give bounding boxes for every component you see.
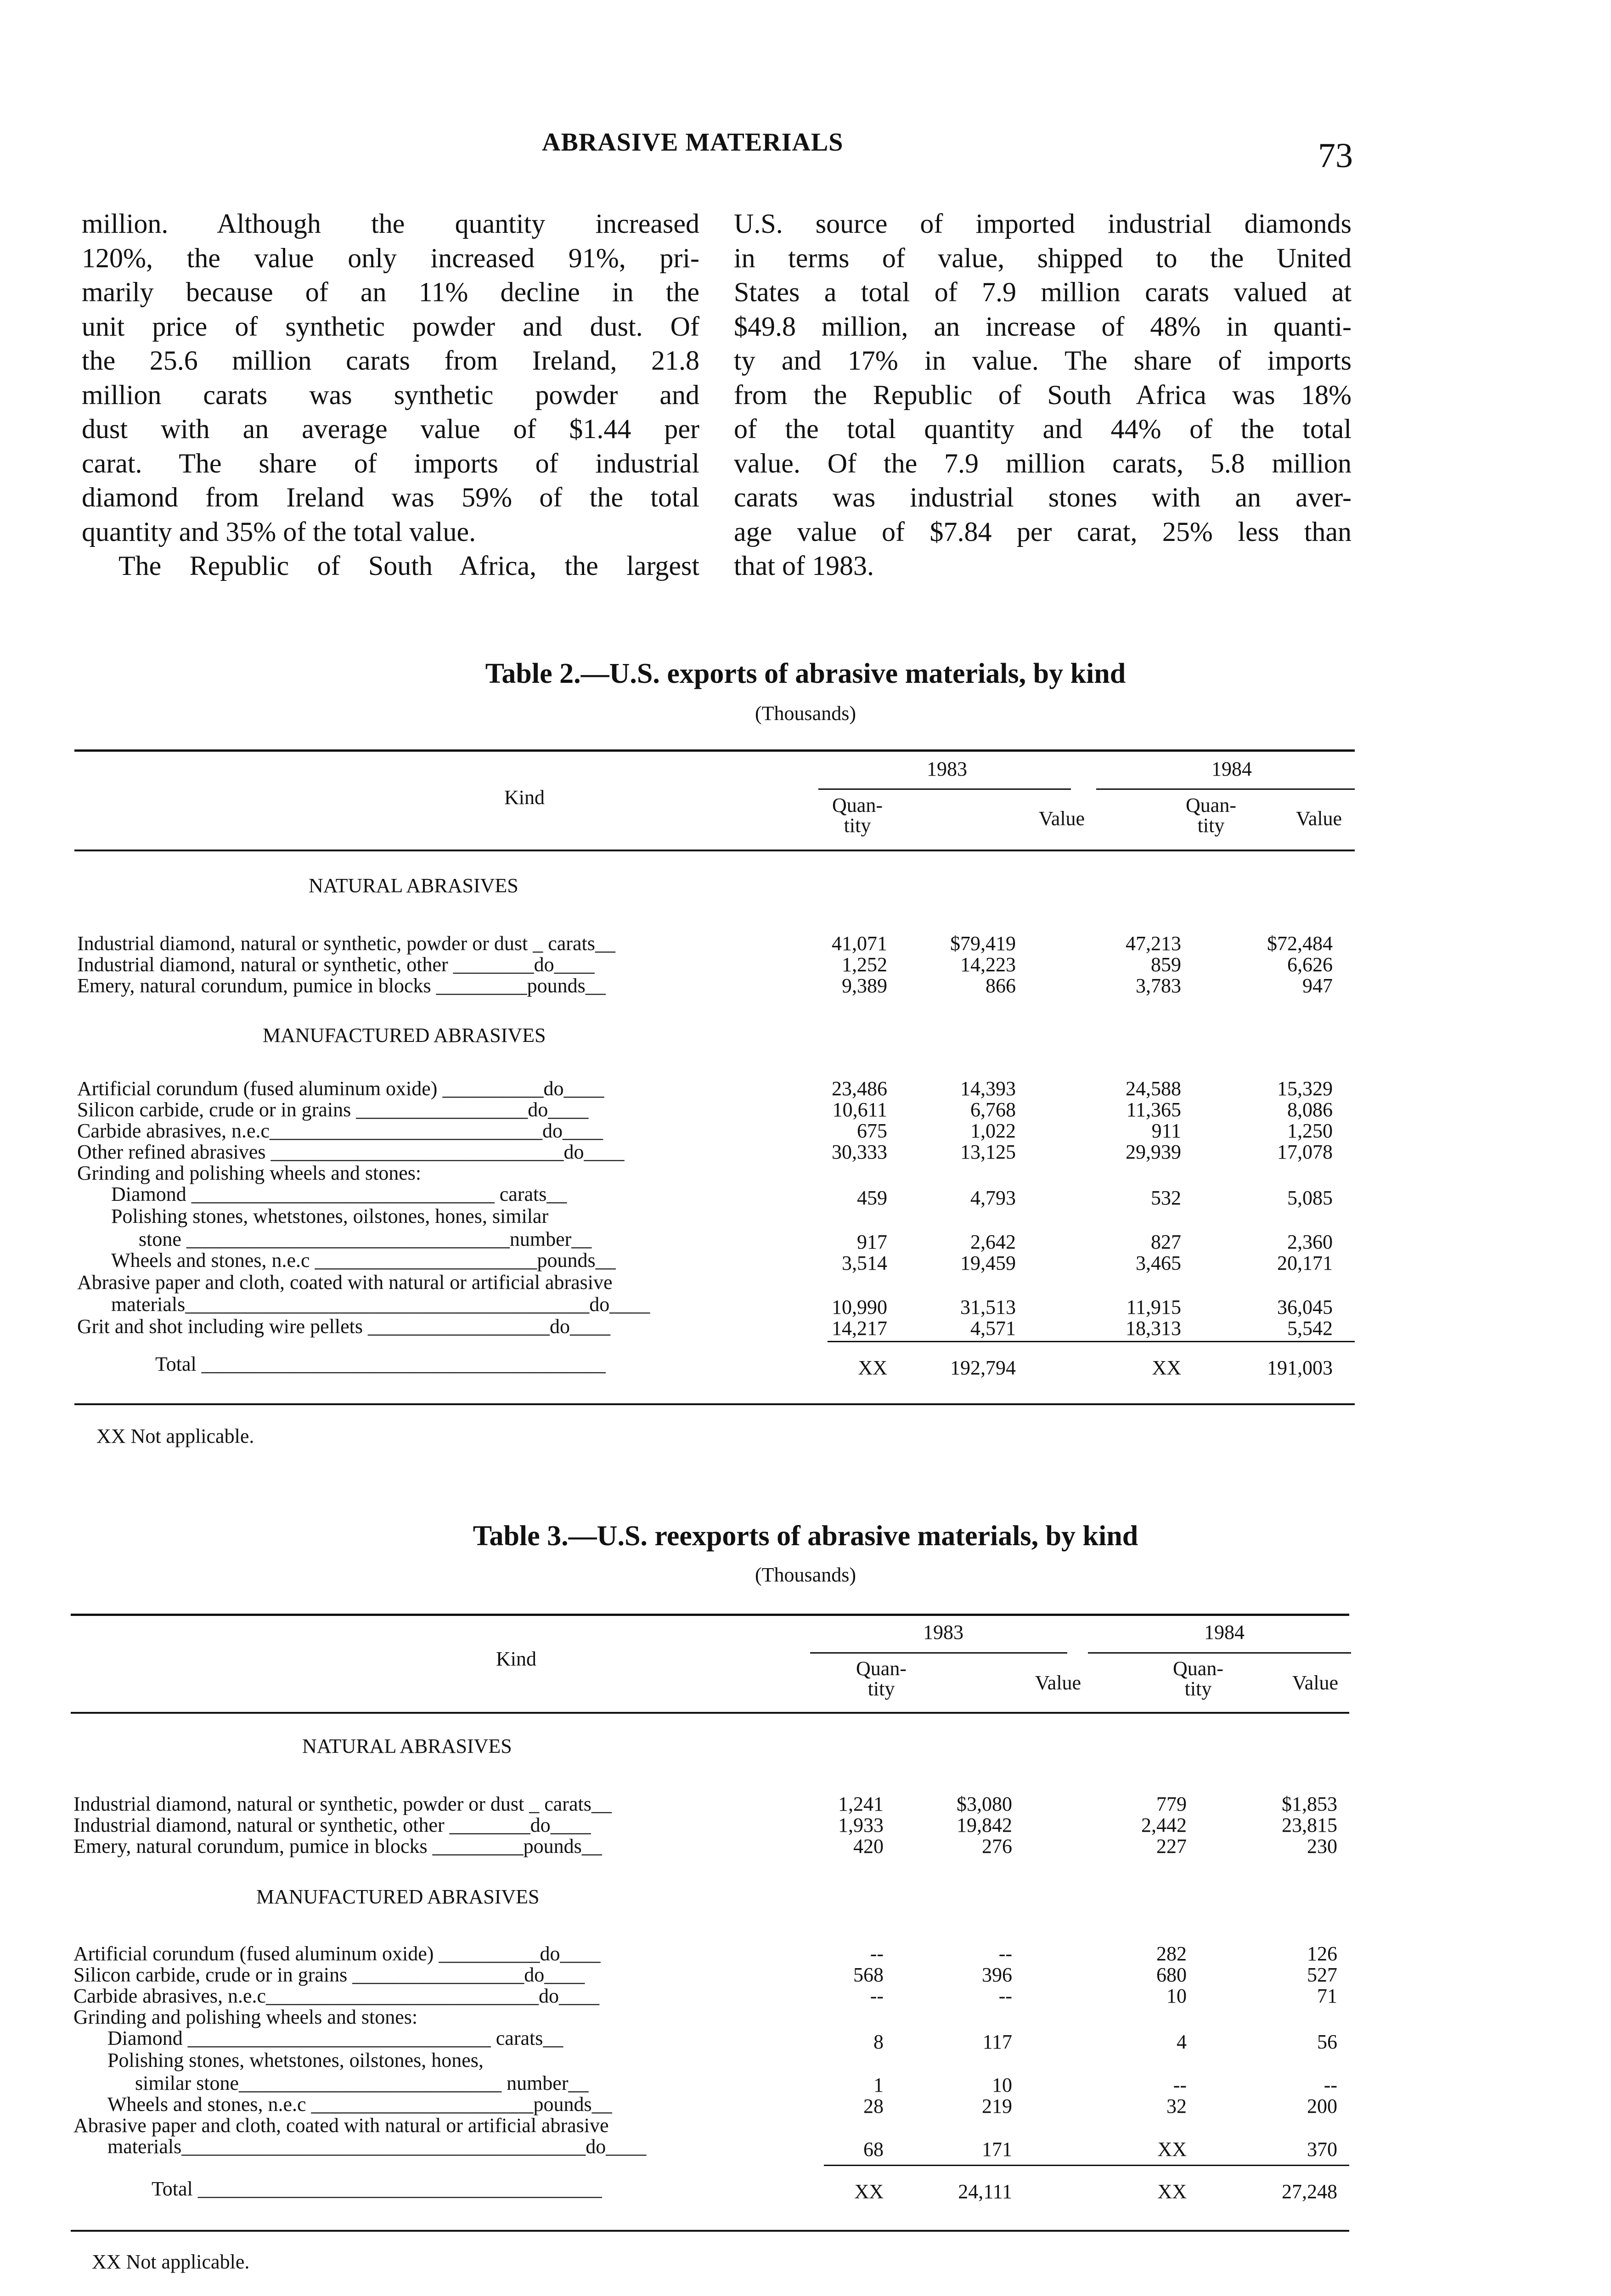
table2-cell: 30,333: [832, 1141, 887, 1163]
table3-quantity-1984-header: Quan-tity: [1173, 1657, 1223, 1700]
table2-year-1984: 1984: [1211, 758, 1252, 780]
running-title: ABRASIVE MATERIALS: [542, 128, 844, 157]
table3-total-label: Total ________________________________________: [152, 2178, 602, 2200]
table2-cell: 532: [1151, 1187, 1181, 1209]
body-column-right: [734, 207, 1352, 583]
table2-cell: 36,045: [1277, 1296, 1333, 1318]
table2-cell: 18,313: [1126, 1317, 1181, 1339]
table2-cell: 4,793: [970, 1187, 1016, 1209]
table3-value-1983-header: Value: [1035, 1671, 1082, 1694]
body-line: marily because of an 11% decline in the: [82, 277, 699, 307]
table2-row-label: Grinding and polishing wheels and stones:: [77, 1162, 422, 1184]
table3-unit: (Thousands): [755, 1564, 856, 1586]
table3-cell: --: [1324, 2074, 1337, 2096]
table2-row-label: Industrial diamond, natural or synthetic, other ________do____: [77, 953, 595, 976]
table3-total-rule: [824, 2165, 1349, 2166]
table3-row-label: Industrial diamond, natural or synthetic, powder or dust _ carats__: [73, 1793, 612, 1815]
body-column-left: [82, 207, 699, 583]
table3-cell: 4: [1177, 2031, 1187, 2053]
table3-cell: --: [870, 1942, 884, 1965]
table3-cell: --: [998, 1985, 1012, 2007]
table3-row-label: Artificial corundum (fused aluminum oxide) __________do____: [73, 1942, 601, 1965]
table2-total-cell: 192,794: [950, 1356, 1016, 1379]
body-line: States a total of 7.9 million carats valued at: [734, 277, 1352, 307]
table2-row-label: Silicon carbide, crude or in grains _________________do____: [77, 1098, 589, 1121]
table2-total-cell: XX: [858, 1356, 887, 1379]
table2-footnote: XX Not applicable.: [96, 1425, 254, 1447]
table2-row-label: Other refined abrasives _____________________________do____: [77, 1141, 625, 1163]
table2-cell: 917: [857, 1231, 887, 1253]
table3: [71, 1617, 1351, 2260]
table3-year-1983: 1983: [923, 1621, 963, 1643]
body-line: that of 1983.: [734, 551, 874, 581]
table3-title: Table 3.—U.S. reexports of abrasive materials, by kind: [473, 1520, 1138, 1552]
body-line: million. Although the quantity increased: [82, 208, 699, 239]
table2-cell: 10,990: [832, 1296, 887, 1318]
table3-total-cell: XX: [1157, 2180, 1187, 2203]
table3-cell: 1,933: [838, 1814, 884, 1836]
table3-cell: 779: [1156, 1793, 1187, 1815]
body-line: value. Of the 7.9 million carats, 5.8 million: [734, 448, 1352, 478]
table2-cell: 19,459: [960, 1252, 1016, 1274]
table2-row-label: Abrasive paper and cloth, coated with natural or artificial abrasive: [77, 1271, 613, 1294]
table3-row-label: Carbide abrasives, n.e.c___________________________do____: [73, 1985, 600, 2007]
table3-cell: 420: [853, 1835, 884, 1857]
table2-cell: 31,513: [960, 1296, 1016, 1318]
body-line: of the total quantity and 44% of the total: [734, 414, 1352, 444]
table2-cell: 6,626: [1287, 953, 1333, 976]
table3-row-label: Wheels and stones, n.e.c ______________________pounds__: [107, 2093, 612, 2116]
table2-cell: 2,360: [1287, 1231, 1333, 1253]
table2-row-label: Grit and shot including wire pellets __________________do____: [77, 1315, 610, 1338]
table3-section-manufactured: MANUFACTURED ABRASIVES: [256, 1885, 540, 1908]
body-line: U.S. source of imported industrial diamonds: [734, 208, 1352, 239]
table2-cell: 14,393: [960, 1077, 1016, 1100]
table2-cell: 859: [1151, 953, 1181, 976]
table2-total-label: Total ________________________________________: [155, 1353, 606, 1375]
table3-top-rule: [71, 1614, 1349, 1616]
table2-unit: (Thousands): [755, 702, 856, 725]
table2-cell: 459: [857, 1187, 887, 1209]
table3-row-label: Grinding and polishing wheels and stones:: [73, 2006, 418, 2028]
table2-row-label: materials________________________________________do____: [111, 1293, 650, 1316]
table3-cell: 126: [1307, 1942, 1337, 1965]
table3-quantity-1983-header: Quan-tity: [856, 1657, 907, 1700]
table2-cell: 5,085: [1287, 1187, 1333, 1209]
table3-cell: 10: [992, 2074, 1012, 2096]
table3-cell: 282: [1156, 1942, 1187, 1965]
table3-cell: 396: [982, 1964, 1012, 1986]
table2-cell: 17,078: [1277, 1141, 1333, 1163]
table2-quantity-1983-header: Quan-tity: [832, 794, 883, 837]
body-line: carats was industrial stones with an aver-: [734, 482, 1352, 512]
table2-cell: 3,514: [842, 1252, 887, 1274]
table2: [74, 753, 1355, 1405]
table3-row-label: Polishing stones, whetstones, oilstones, hones,: [107, 2049, 484, 2071]
table2-cell: 4,571: [970, 1317, 1016, 1339]
table3-cell: 276: [982, 1835, 1012, 1857]
body-line: age value of $7.84 per carat, 25% less than: [734, 516, 1352, 547]
table2-cell: 1,022: [970, 1120, 1016, 1142]
table2-cell: 23,486: [832, 1077, 887, 1100]
table2-cell: 9,389: [842, 974, 887, 997]
table2-year-1983: 1983: [927, 758, 967, 780]
table2-row-label: Industrial diamond, natural or synthetic, powder or dust _ carats__: [77, 932, 615, 955]
table2-cell: 3,465: [1136, 1252, 1181, 1274]
table3-cell: XX: [1157, 2138, 1187, 2161]
table2-cell: 1,250: [1287, 1120, 1333, 1142]
table3-cell: 171: [982, 2138, 1012, 2161]
body-line: The Republic of South Africa, the largest: [118, 551, 699, 581]
table3-row-label: Industrial diamond, natural or synthetic, other ________do____: [73, 1814, 591, 1836]
table3-total-cell: XX: [854, 2180, 884, 2203]
table2-cell: 2,642: [970, 1231, 1016, 1253]
table3-row-label: Abrasive paper and cloth, coated with natural or artificial abrasive: [73, 2114, 609, 2137]
table3-value-1984-header: Value: [1292, 1671, 1339, 1694]
table2-cell: 6,768: [970, 1098, 1016, 1121]
table3-cell: 23,815: [1282, 1814, 1337, 1836]
body-line: quantity and 35% of the total value.: [82, 516, 476, 547]
table3-cell: 568: [853, 1964, 884, 1986]
table2-row-label: Diamond ______________________________ carats__: [111, 1183, 567, 1205]
table2-cell: 13,125: [960, 1141, 1016, 1163]
body-line: unit price of synthetic powder and dust. Of: [82, 311, 699, 342]
table3-1983-rule: [810, 1652, 1067, 1654]
table2-cell: 10,611: [832, 1098, 887, 1121]
table2-top-rule: [74, 749, 1355, 752]
table2-cell: 8,086: [1287, 1098, 1333, 1121]
table3-total-cell: 24,111: [958, 2180, 1012, 2203]
table2-cell: $72,484: [1267, 932, 1333, 955]
table2-quantity-1984-header: Quan-tity: [1186, 794, 1236, 837]
table2-1984-rule: [1096, 788, 1355, 790]
table2-cell: 1,252: [842, 953, 887, 976]
table2-value-1984-header: Value: [1296, 807, 1342, 830]
table3-cell: 28: [863, 2095, 884, 2117]
table2-cell: 11,365: [1126, 1098, 1181, 1121]
table2-title: Table 2.—U.S. exports of abrasive materials, by kind: [485, 658, 1126, 689]
table2-total-cell: 191,003: [1267, 1356, 1333, 1379]
table3-row-label: similar stone__________________________ number__: [135, 2072, 589, 2094]
table3-cell: 32: [1166, 2095, 1187, 2117]
body-line: 120%, the value only increased 91%, pri-: [82, 242, 699, 273]
table2-cell: 911: [1151, 1120, 1181, 1142]
table2-cell: 5,542: [1287, 1317, 1333, 1339]
table3-row-label: Diamond ______________________________ carats__: [107, 2027, 563, 2049]
body-line: diamond from Ireland was 59% of the total: [82, 482, 699, 512]
table2-cell: $79,419: [950, 932, 1016, 955]
table3-footnote: XX Not applicable.: [92, 2251, 250, 2273]
table2-row-label: Emery, natural corundum, pumice in blocks _________pounds__: [77, 974, 606, 997]
table3-cell: 117: [982, 2031, 1012, 2053]
table2-row-label: stone ________________________________number__: [139, 1228, 592, 1250]
table2-cell: 15,329: [1277, 1077, 1333, 1100]
body-line: dust with an average value of $1.44 per: [82, 414, 699, 444]
table3-row-label: Emery, natural corundum, pumice in blocks _________pounds__: [73, 1835, 602, 1857]
table2-cell: 675: [857, 1120, 887, 1142]
table2-cell: 24,588: [1126, 1077, 1181, 1100]
table3-cell: 19,842: [957, 1814, 1012, 1836]
body-line: million carats was synthetic powder and: [82, 379, 699, 410]
table3-1984-rule: [1088, 1652, 1351, 1654]
table3-cell: 68: [863, 2138, 884, 2161]
table3-cell: 230: [1307, 1835, 1337, 1857]
table3-header-rule: [71, 1712, 1349, 1714]
table3-total-cell: 27,248: [1282, 2180, 1337, 2203]
table2-total-cell: XX: [1152, 1356, 1181, 1379]
table3-cell: 200: [1307, 2095, 1337, 2117]
table2-value-1983-header: Value: [1038, 807, 1085, 830]
table3-cell: $3,080: [957, 1793, 1012, 1815]
table3-row-label: Silicon carbide, crude or in grains _________________do____: [73, 1964, 585, 1986]
table2-cell: 20,171: [1277, 1252, 1333, 1274]
table2-section-natural: NATURAL ABRASIVES: [309, 874, 518, 897]
table3-cell: 680: [1156, 1964, 1187, 1986]
table2-cell: 3,783: [1136, 974, 1181, 997]
table2-bottom-rule: [74, 1403, 1355, 1405]
body-line: $49.8 million, an increase of 48% in quanti-: [734, 311, 1352, 342]
table3-cell: 1,241: [838, 1793, 884, 1815]
table3-cell: 527: [1307, 1964, 1337, 1986]
table3-cell: 56: [1317, 2031, 1337, 2053]
table3-cell: --: [870, 1985, 884, 2007]
table2-cell: 41,071: [832, 932, 887, 955]
table2-row-label: Polishing stones, whetstones, oilstones, hones, similar: [111, 1205, 549, 1227]
table2-section-manufactured: MANUFACTURED ABRASIVES: [263, 1024, 546, 1047]
table3-cell: 10: [1166, 1985, 1187, 2007]
table3-cell: --: [1173, 2074, 1187, 2096]
page-number: 73: [1318, 136, 1353, 175]
table2-header-rule: [74, 850, 1355, 851]
table3-cell: 1: [873, 2074, 884, 2096]
table2-1983-rule: [818, 788, 1071, 790]
table2-kind-header: Kind: [504, 786, 545, 809]
table2-cell: 947: [1302, 974, 1333, 997]
table3-cell: 219: [982, 2095, 1012, 2117]
table2-row-label: Carbide abrasives, n.e.c___________________________do____: [77, 1120, 603, 1142]
table2-cell: 827: [1151, 1231, 1181, 1253]
table3-cell: $1,853: [1282, 1793, 1337, 1815]
table3-cell: 370: [1307, 2138, 1337, 2161]
table2-row-label: Artificial corundum (fused aluminum oxide) __________do____: [77, 1077, 604, 1100]
table2-total-rule: [828, 1341, 1355, 1342]
table3-cell: --: [998, 1942, 1012, 1965]
body-line: the 25.6 million carats from Ireland, 21.8: [82, 345, 699, 376]
table2-cell: 14,217: [832, 1317, 887, 1339]
table3-section-natural: NATURAL ABRASIVES: [302, 1735, 512, 1757]
body-line: carat. The share of imports of industrial: [82, 448, 699, 478]
table2-cell: 14,223: [960, 953, 1016, 976]
table3-cell: 227: [1156, 1835, 1187, 1857]
body-line: in terms of value, shipped to the United: [734, 242, 1352, 273]
table3-year-1984: 1984: [1204, 1621, 1245, 1643]
table2-cell: 11,915: [1126, 1296, 1181, 1318]
table2-row-label: Wheels and stones, n.e.c ______________________pounds__: [111, 1249, 616, 1272]
table3-row-label: materials________________________________________do____: [107, 2135, 647, 2158]
table3-bottom-rule: [71, 2230, 1349, 2232]
table3-kind-header: Kind: [496, 1648, 536, 1670]
table3-cell: 2,442: [1141, 1814, 1187, 1836]
table2-cell: 47,213: [1126, 932, 1181, 955]
table3-cell: 8: [873, 2031, 884, 2053]
table3-cell: 71: [1317, 1985, 1337, 2007]
table2-cell: 866: [986, 974, 1016, 997]
body-line: from the Republic of South Africa was 18%: [734, 379, 1352, 410]
table2-cell: 29,939: [1126, 1141, 1181, 1163]
body-line: ty and 17% in value. The share of imports: [734, 345, 1352, 376]
